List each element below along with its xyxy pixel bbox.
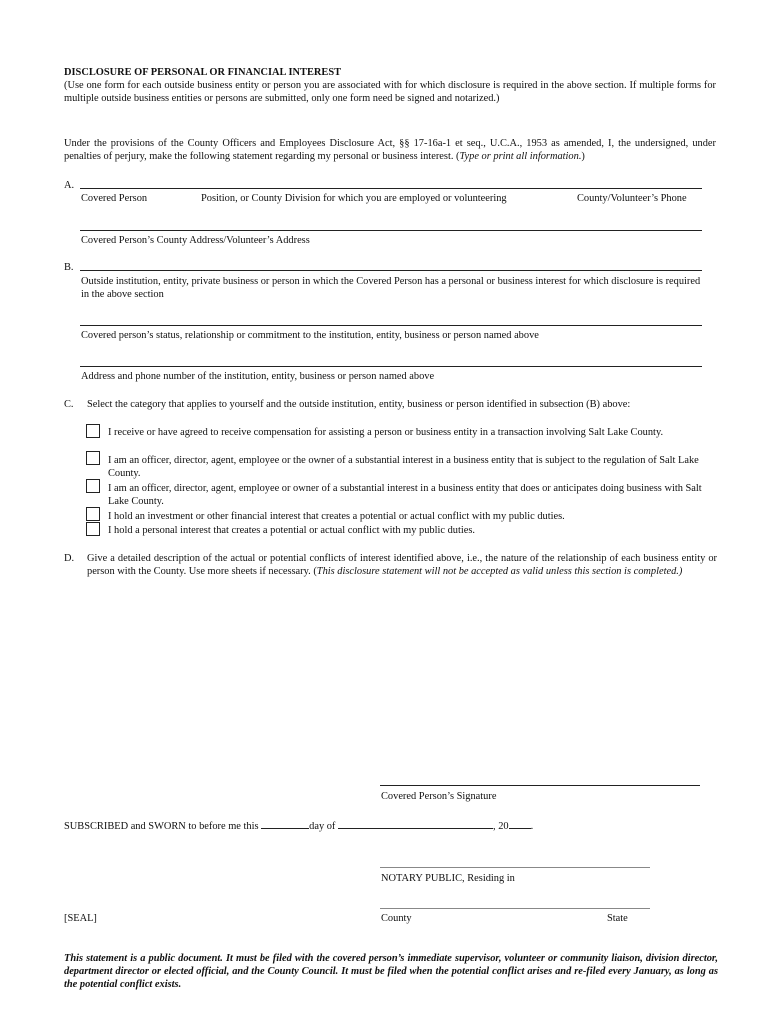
seal-label: [SEAL] xyxy=(64,913,97,924)
option-1-checkbox[interactable] xyxy=(86,424,100,438)
section-b-letter: B. xyxy=(64,262,74,273)
address-line[interactable] xyxy=(80,230,702,231)
section-d-italic: This disclosure statement will not be accepted as valid unless this section is completed.) xyxy=(316,566,683,577)
option-4-label: I hold an investment or other financial interest that creates a potential or actual conflict with my public duties. xyxy=(108,511,565,522)
footer-notice: This statement is a public document. It must be filed with the covered person’s immediate supervisor, volunteer or community liaison, division director, department director or elected official, and the County Council. It must be filed when the potential conflict arises and re-filed every January, as long as the potential conflict exists. xyxy=(64,953,718,990)
option-2-checkbox[interactable] xyxy=(86,451,100,465)
institution-line[interactable] xyxy=(80,270,702,271)
sworn-year: , 20 xyxy=(493,821,509,832)
status-line[interactable] xyxy=(80,325,702,326)
county-state-line[interactable] xyxy=(380,908,650,909)
section-c-prompt: Select the category that applies to yourself and the outside institution, entity, business or person identified in subsection (B) above: xyxy=(87,399,631,410)
section-d-letter: D. xyxy=(64,553,75,564)
intro-paragraph xyxy=(64,137,716,163)
intro-italic: Type or print all information. xyxy=(459,151,582,162)
sworn-end: . xyxy=(530,821,534,832)
option-2-label: I am an officer, director, agent, employee or the owner of a substantial interest in a business entity that is subject to the regulation of Salt Lake County. xyxy=(108,455,699,479)
county-label: County xyxy=(381,913,412,924)
notary-line[interactable] xyxy=(380,867,650,868)
option-5-checkbox[interactable] xyxy=(86,522,100,536)
option-3-label: I am an officer, director, agent, employee or owner of a substantial interest in a business entity that does or anticipates doing business with Salt Lake County. xyxy=(108,483,702,507)
signature-line[interactable] xyxy=(380,785,700,786)
sworn-statement xyxy=(64,818,533,833)
section-d-text xyxy=(87,552,717,578)
notary-label: NOTARY PUBLIC, Residing in xyxy=(381,873,515,884)
option-3-checkbox[interactable] xyxy=(86,479,100,493)
year-field[interactable] xyxy=(509,818,531,829)
covered-person-label: Covered Person xyxy=(81,193,148,204)
section-c-letter: C. xyxy=(64,399,74,410)
covered-person-line[interactable] xyxy=(80,188,702,189)
day-field[interactable] xyxy=(261,818,309,829)
sworn-day-of: day of xyxy=(309,821,338,832)
signature-label: Covered Person’s Signature xyxy=(381,791,497,802)
option-1-label: I receive or have agreed to receive compensation for assisting a person or business entity in a transaction involving Salt Lake County. xyxy=(108,427,664,438)
option-5-label: I hold a personal interest that creates a potential or actual conflict with my public duties. xyxy=(108,525,476,536)
intro-close: ) xyxy=(581,151,585,162)
form-instructions: (Use one form for each outside business entity or person you are associated with for which disclosure is required in the above section. If multiple forms for multiple outside business entities or persons are submitted, only one form need be signed and notarized.) xyxy=(64,80,716,104)
institution-address-label: Address and phone number of the institution, entity, business or person named above xyxy=(81,371,435,382)
section-d-instructions: Give a detailed description of the actual or potential conflicts of interest identified above, i.e., the nature of the relationship of each business entity or person with the County. Use more sheets if necessary. ( xyxy=(87,553,717,577)
position-label: Position, or County Division for which you are employed or volunteering xyxy=(201,193,507,204)
institution-address-line[interactable] xyxy=(80,366,702,367)
state-label: State xyxy=(607,913,628,924)
address-label: Covered Person’s County Address/Volunteer’s Address xyxy=(81,235,310,246)
phone-label: County/Volunteer’s Phone xyxy=(577,193,687,204)
option-4-checkbox[interactable] xyxy=(86,507,100,521)
form-title: DISCLOSURE OF PERSONAL OR FINANCIAL INTEREST xyxy=(64,67,342,78)
status-label: Covered person’s status, relationship or commitment to the institution, entity, business or person named above xyxy=(81,330,539,341)
month-field[interactable] xyxy=(338,818,493,829)
intro-text: Under the provisions of the County Officers and Employees Disclosure Act, §§ 17-16a-1 et seq., U.C.A., 1953 as amended, I, the undersigned, under penalties of perjury, make the following statement regarding my personal or business interest. ( xyxy=(64,138,716,162)
section-a-letter: A. xyxy=(64,180,75,191)
institution-label: Outside institution, entity, private business or person in which the Covered Person has a personal or business interest for which disclosure is required in the above section xyxy=(81,276,701,300)
sworn-prefix: SUBSCRIBED and SWORN to before me this xyxy=(64,821,262,832)
